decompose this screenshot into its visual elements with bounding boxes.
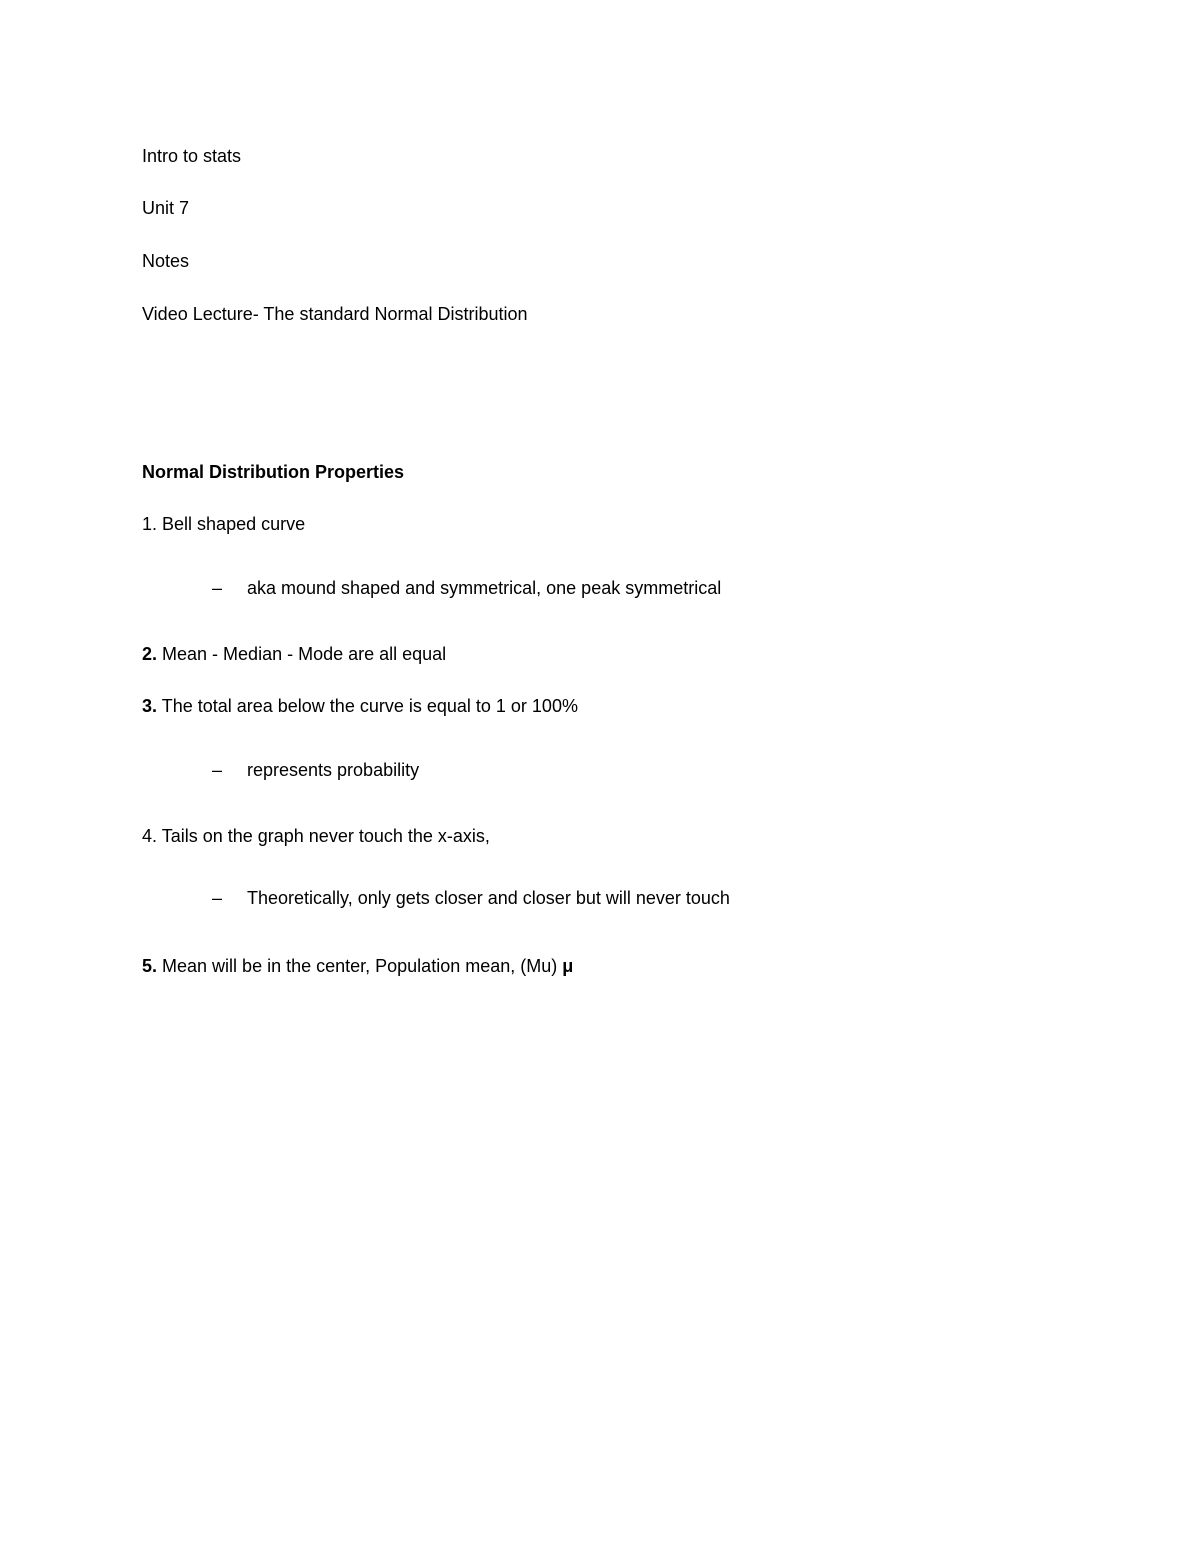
list-item: [142, 643, 446, 665]
sub-bullet: aka mound shaped and symmetrical, one peak symmetrical: [247, 578, 722, 598]
item-text: The total area below the curve is equal to 1 or 100%: [161, 696, 578, 716]
list-item: [142, 955, 573, 977]
bullet-dash: –: [212, 578, 223, 598]
list-item: [142, 825, 490, 847]
item-number: 3.: [142, 696, 158, 716]
lecture-title: Video Lecture- The standard Normal Distribution: [142, 304, 528, 324]
item-number: 4.: [142, 826, 158, 846]
item-number: 5.: [142, 956, 158, 976]
item-text: Tails on the graph never touch the x-axis,: [161, 826, 490, 846]
list-item: [142, 513, 305, 535]
course-title: Intro to stats: [142, 146, 242, 166]
item-text: Mean will be in the center, Population mean, (Mu): [162, 956, 563, 976]
item-number: 1.: [142, 514, 158, 534]
bullet-dash: –: [212, 888, 223, 908]
unit-label: Unit 7: [142, 198, 190, 218]
section-heading: Normal Distribution Properties: [142, 462, 405, 482]
sub-bullet: Theoretically, only gets closer and closer but will never touch: [247, 888, 730, 908]
sub-bullet: represents probability: [247, 760, 420, 780]
mu-symbol: μ: [562, 956, 574, 976]
item-number: 2.: [142, 644, 158, 664]
notes-label: Notes: [142, 251, 190, 271]
list-item: [142, 695, 578, 717]
item-text: Bell shaped curve: [162, 514, 306, 534]
item-text: Mean - Median - Mode are all equal: [162, 644, 447, 664]
bullet-dash: –: [212, 760, 223, 780]
